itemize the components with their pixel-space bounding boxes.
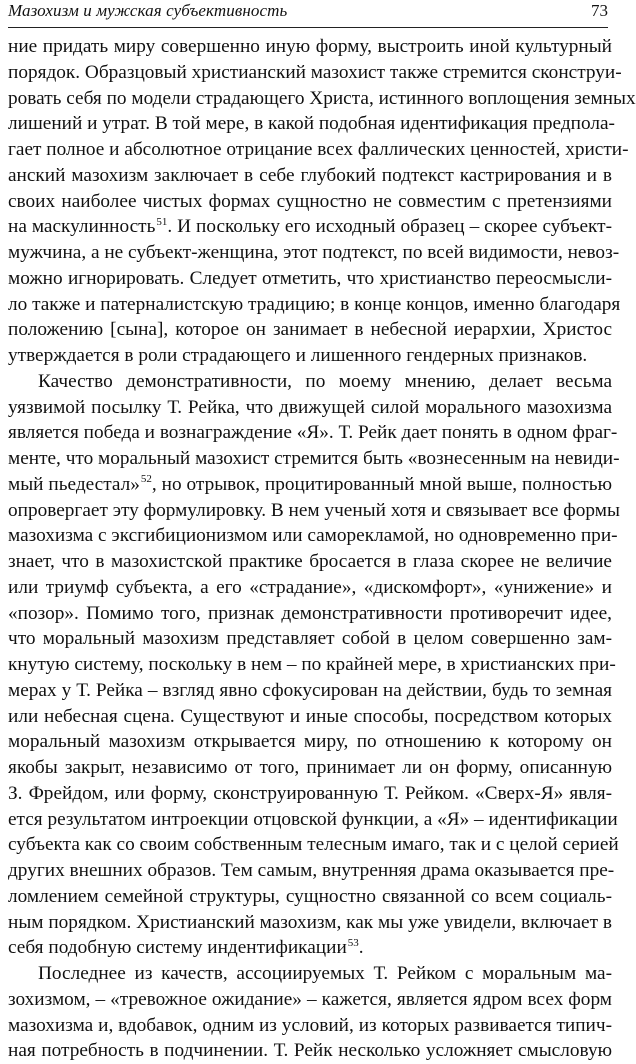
text-line: или триумф субъекта, а его «страдание», «дискомфорт», «унижение» и (8, 576, 612, 598)
text-line: лишений и утрат. В той мере, в какой подобная идентификация предпола- (8, 113, 615, 135)
text-line: ние придать миру совершенно иную форму, выстроить иной культурный (8, 36, 612, 57)
text-line: ровать себя по модели страдающего Христа, истинного воплощения земных (8, 87, 636, 109)
text-line: порядок. Образцовый христианский мазохист также стремится сконструи- (8, 61, 622, 83)
text-line: зохизмом, – «тревожное ожидание» – кажется, является ядром всех форм (8, 988, 612, 1010)
text-line: З. Фрейдом, или форму, сконструированную Т. Рейком. «Сверх-Я» явля- (8, 782, 612, 804)
paragraph-first-line: Качество демонстративности, по моему мнению, делает весьма (38, 370, 612, 392)
running-title: Мазохизм и мужская субъективность (8, 1, 288, 20)
text-line: уязвимой посылку Т. Рейка, что движущей силой морального мазохизма (8, 396, 612, 418)
text-line: ется результатом интроекции отцовской функции, а «Я» – идентификации (8, 808, 618, 830)
footnote-ref-51[interactable]: 51 (156, 215, 168, 228)
text-line: ная потребность в подчинении. Т. Рейк несколько усложняет смысловую (8, 1040, 612, 1062)
text-line: себя подобную систему индентификации$^{53}$. (8, 936, 364, 959)
text-line: других внешних образов. Тем самым, внутренняя драма оказывается пре- (8, 860, 615, 881)
text-line: якобы закрыт, независимо от того, принимает ли он форму, описанную (8, 757, 612, 778)
text-line: моральный мазохизм открывается миру, по отношению к которому он (8, 731, 612, 753)
text-line: или небесная сцена. Существуют и иные способы, посредством которых (8, 705, 612, 727)
text-line: менте, что моральный мазохист стремится быть «вознесенным на невиди- (8, 448, 620, 469)
footnote-ref-52[interactable]: 52 (140, 473, 152, 486)
text-line: опровергает эту формулировку. В нем ученый хотя и связывает все формы (8, 499, 620, 521)
text-line: ным порядком. Христианский мазохизм, как мы уже увидели, включает в (8, 911, 612, 933)
text-line: субъекта как со своим собственным телесным имаго, так и с целой серией (8, 834, 619, 856)
text-line: можно игнорировать. Следует отметить, что христианство переосмысли- (8, 267, 612, 289)
text-line: ло также и патерналистскую традицию; в конце концов, именно благодаря (8, 293, 621, 315)
text-line: на маскулинность$^{51}$. И поскольку его исходный образец – скорее субъект- (8, 215, 612, 238)
text-line: анский мазохизм заключает в себе глубокий подтекст кастрирования и в (8, 164, 612, 186)
text-line: утверждается в роли страдающего и лишенного гендерных признаков. (8, 345, 588, 366)
footnote-ref-53[interactable]: 53 (347, 936, 359, 949)
text-line: ломлением семейной структуры, сущностно связанной со всем социаль- (8, 885, 612, 907)
text-line: своих наиболее чистых формах сущностно не совместим с претензиями (8, 190, 612, 212)
paragraph-first-line: Последнее из качеств, ассоциируемых Т. Рейком с моральным ма- (38, 963, 612, 984)
text-line: мый пьедестал»$^{52}$, но отрывок, процитированный мной выше, полностью (8, 473, 612, 495)
text-line: мужчина, а не субъект-женщина, этот подтекст, по всей видимости, невоз- (8, 242, 620, 263)
text-line: кнутую систему, поскольку в нем – по крайней мере, в христианских при- (8, 654, 616, 675)
text-line: положению [сына], которое он занимает в небесной иерархии, Христос (8, 319, 612, 341)
page-number: 73 (591, 1, 608, 20)
body-text (8, 34, 636, 1064)
text-line: знает, что в мазохистской практике бросается в глаза скорее не величие (8, 551, 612, 572)
text-line: что моральный мазохизм представляет собой в целом совершенно зам- (8, 628, 612, 650)
text-line: гает полное и абсолютное отрицание всех фаллических ценностей, христи- (8, 139, 629, 160)
text-line: «позор». Помимо того, признак демонстративности противоречит идее, (8, 602, 612, 624)
text-line: является победа и вознаграждение «Я». Т. Рейк дает понять в одном фраг- (8, 422, 618, 444)
text-line: мерах у Т. Рейка – взгляд явно сфокусирован на действии, будь то земная (8, 679, 612, 701)
text-line: мазохизма и, вдобавок, одним из условий, из которых развивается типич- (8, 1014, 612, 1036)
text-line: мазохизма с эксгибиционизмом или саморекламой, но одновременно при- (8, 525, 618, 547)
running-header (8, 0, 608, 28)
